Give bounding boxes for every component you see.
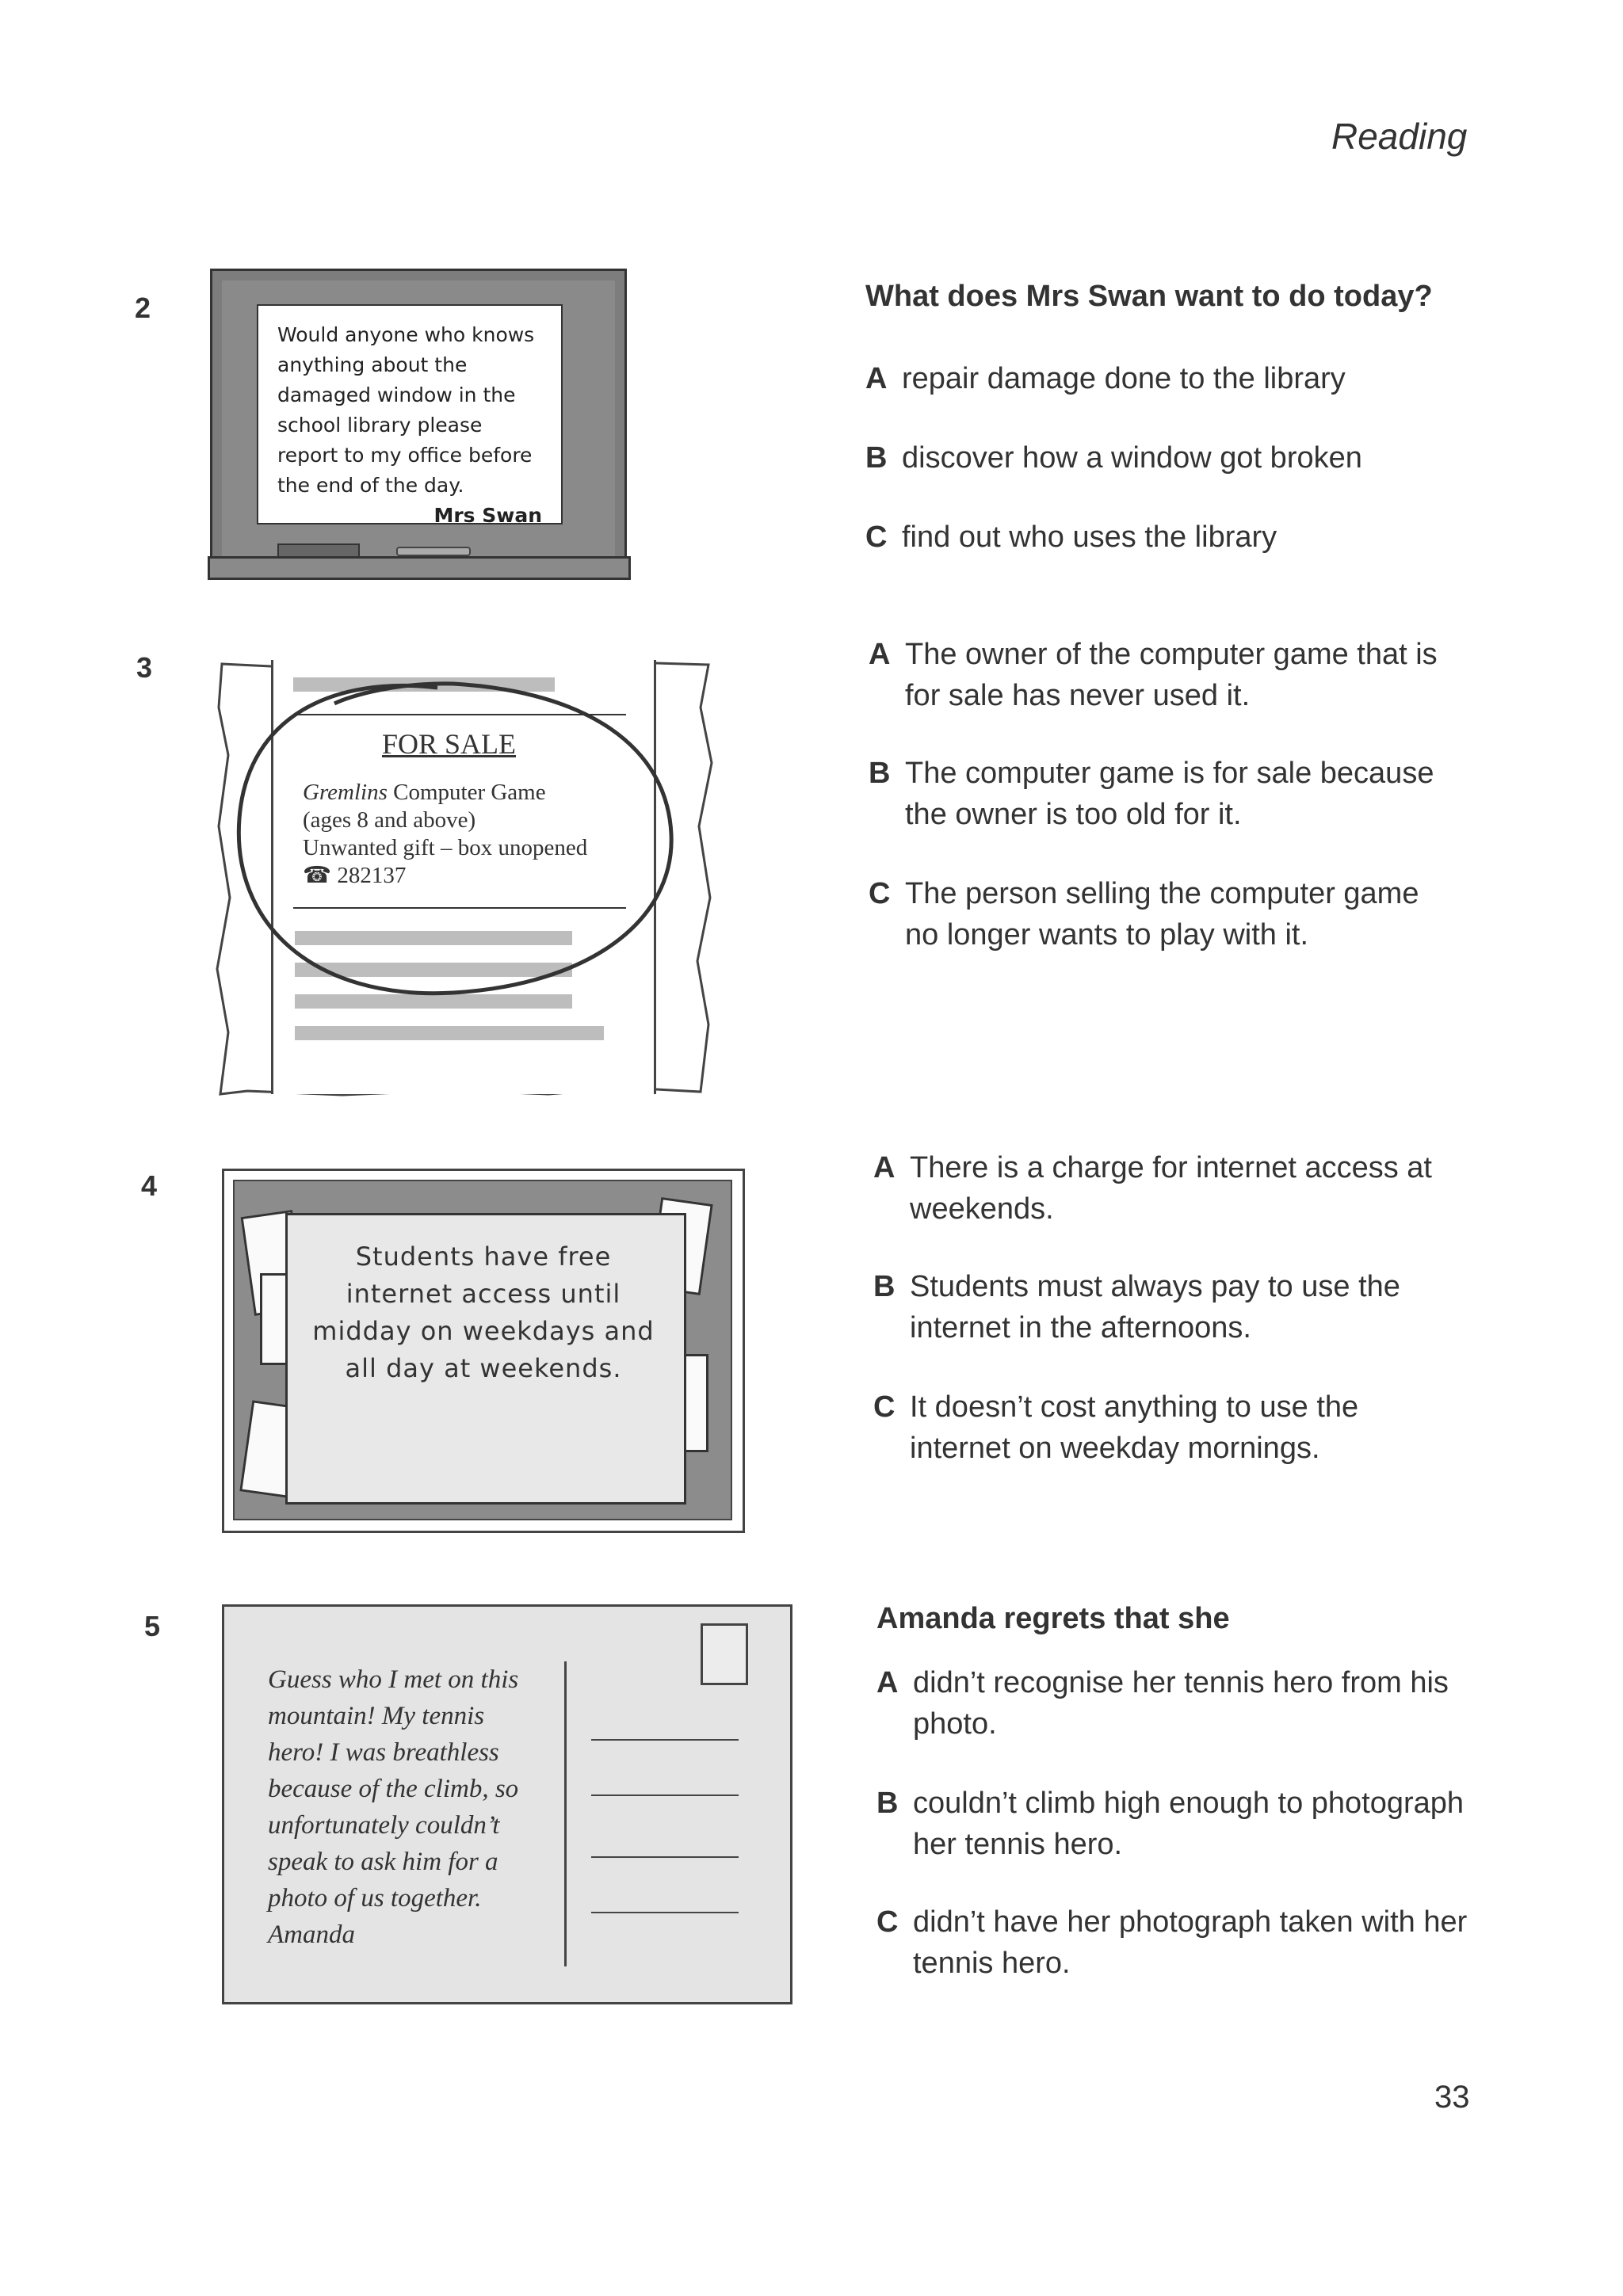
game-name: Gremlins	[303, 780, 388, 805]
circle-marking	[216, 660, 723, 1100]
answer-option-a[interactable]	[876, 1662, 1479, 1745]
postcard-divider	[564, 1661, 567, 1966]
notice-line: midday on weekdays and	[312, 1316, 655, 1346]
notice-line: internet access until	[346, 1279, 621, 1309]
notice-line: damaged window in the	[277, 383, 516, 406]
notice-line: the end of the day.	[277, 474, 464, 497]
answer-option-b[interactable]	[873, 1266, 1476, 1348]
question-stem: What does Mrs Swan want to do today?	[865, 280, 1433, 313]
postcard-line: speak to ask him for a	[268, 1848, 498, 1876]
option-text: discover how a window got broken	[902, 441, 1362, 475]
option-letter: B	[865, 441, 888, 475]
newspaper-ad-illustration	[216, 660, 723, 1100]
option-text: Students must always pay to use the internet in the afternoons.	[910, 1270, 1400, 1344]
option-letter: A	[865, 362, 888, 395]
option-text: The computer game is for sale because the owner is too old for it.	[905, 757, 1434, 831]
section-title: Reading	[1331, 116, 1468, 157]
option-letter: C	[876, 1905, 899, 1939]
option-text: didn’t have her photograph taken with her tennis hero.	[913, 1905, 1468, 1980]
option-letter: C	[869, 877, 891, 910]
postcard-line: hero! I was breathless	[268, 1738, 499, 1767]
stamp-icon	[701, 1623, 748, 1685]
option-text: The owner of the computer game that is for sale has never used it.	[905, 638, 1438, 712]
address-line	[591, 1912, 739, 1913]
answer-option-c[interactable]	[873, 1386, 1476, 1469]
notice-line: anything about the	[277, 353, 468, 376]
answer-option-a[interactable]	[865, 358, 1468, 399]
noticeboard-illustration	[222, 1169, 745, 1533]
option-text: didn’t recognise her tennis hero from his photo.	[913, 1666, 1449, 1741]
option-letter: B	[869, 757, 891, 790]
postcard-illustration	[222, 1604, 792, 2004]
option-text: The person selling the computer game no longer wants to play with it.	[905, 877, 1419, 952]
ad-line: Computer Game	[387, 780, 546, 805]
answer-option-c[interactable]	[869, 873, 1471, 955]
notice-paper	[257, 304, 563, 527]
option-letter: C	[873, 1390, 896, 1424]
page-number: 33	[1434, 2080, 1470, 2115]
ad-phone: 282137	[337, 863, 407, 888]
postcard-message	[268, 1661, 545, 1953]
answer-option-a[interactable]	[873, 1147, 1476, 1230]
answer-option-b[interactable]	[876, 1783, 1479, 1865]
option-letter: B	[873, 1270, 896, 1303]
notice-line: Students have free	[355, 1241, 612, 1272]
ad-title: FOR SALE	[382, 728, 517, 760]
answer-option-b[interactable]	[865, 437, 1468, 479]
question-number: 4	[141, 1169, 158, 1202]
telephone-icon: ☎	[303, 863, 332, 888]
option-letter: C	[865, 521, 888, 554]
option-text: There is a charge for internet access at weekends.	[910, 1151, 1432, 1226]
option-text: find out who uses the library	[902, 521, 1277, 554]
postcard-line: mountain! My tennis	[268, 1702, 485, 1730]
postcard-signature: Amanda	[268, 1920, 355, 1949]
option-letter: B	[876, 1787, 899, 1820]
question-number: 5	[144, 1610, 161, 1642]
option-text: It doesn’t cost anything to use the internet on weekday mornings.	[910, 1390, 1359, 1465]
option-text: couldn’t climb high enough to photograph her tennis hero.	[913, 1787, 1465, 1861]
postcard-line: Guess who I met on this	[268, 1665, 519, 1694]
option-letter: A	[876, 1666, 899, 1699]
postcard-line: unfortunately couldn’t	[268, 1811, 500, 1840]
address-line	[591, 1794, 739, 1796]
option-text: repair damage done to the library	[902, 362, 1346, 395]
ad-line: Unwanted gift – box unopened	[303, 835, 588, 860]
eraser-icon	[277, 543, 360, 558]
option-letter: A	[869, 638, 891, 671]
notice-signature: Mrs Swan	[433, 504, 542, 527]
answer-option-a[interactable]	[869, 634, 1471, 716]
address-line	[591, 1739, 739, 1741]
chalk-icon	[396, 547, 471, 556]
postcard-line: because of the climb, so	[268, 1775, 519, 1803]
answer-option-c[interactable]	[865, 517, 1468, 558]
notice-line: all day at weekends.	[345, 1353, 622, 1383]
option-letter: A	[873, 1151, 896, 1184]
notice-line: school library please	[277, 414, 483, 437]
address-line	[591, 1856, 739, 1858]
notice-line: Would anyone who knows	[277, 323, 535, 346]
answer-option-c[interactable]	[876, 1901, 1479, 1984]
question-stem: Amanda regrets that she	[876, 1602, 1230, 1635]
answer-option-b[interactable]	[869, 753, 1471, 835]
noticeboard-illustration	[212, 271, 631, 580]
notice-text	[309, 1238, 658, 1387]
notice-line: report to my office before	[277, 444, 533, 467]
question-number: 2	[135, 292, 151, 324]
postcard-line: photo of us together.	[268, 1884, 482, 1913]
ad-line: (ages 8 and above)	[303, 807, 476, 833]
question-number: 3	[136, 651, 153, 684]
board-ledge	[208, 556, 631, 580]
